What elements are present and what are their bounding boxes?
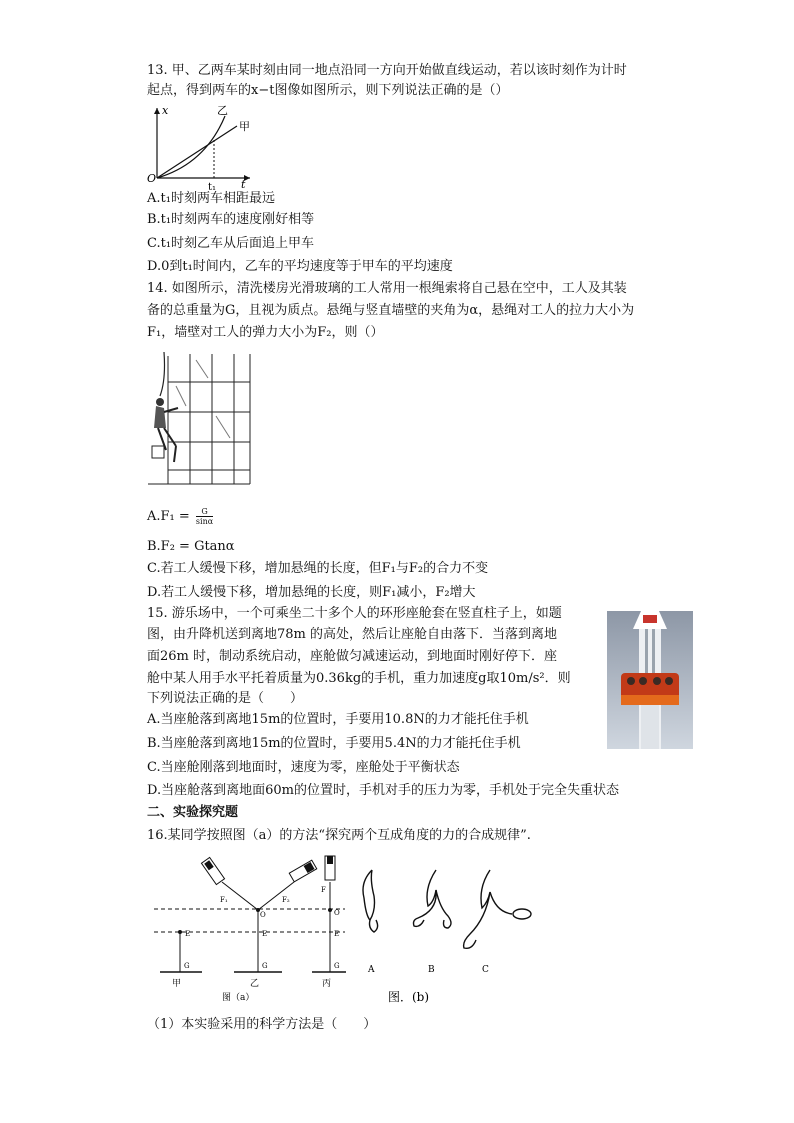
q14-option-a-prefix: A.F₁ =: [147, 509, 190, 524]
q13-option-c: C.t₁时刻乙车从后面追上甲车: [147, 236, 315, 251]
G-label-1: G: [184, 962, 190, 970]
q15-stem-line1: 15. 游乐场中，一个可乘坐二十多个人的环形座舱套在竖直柱子上，如题: [147, 606, 562, 621]
q16-subquestion-1: （1）本实验采用的科学方法是（ ）: [147, 1017, 377, 1032]
q15-option-d: D.当座舱落到离地面60m的位置时，手机对手的压力为零，手机处于完全失重状态: [147, 783, 619, 798]
q15-stem-line5: 下列说法正确的是（ ）: [147, 691, 304, 706]
G-label-2: G: [262, 962, 268, 970]
yi-curve: [157, 116, 225, 178]
fraction: [196, 507, 213, 526]
rope-loop-a: [363, 870, 375, 920]
O-label: O: [260, 911, 266, 919]
q13-xt-graph: [145, 104, 255, 193]
drop-tower-photo: [607, 611, 693, 749]
origin-label: O: [147, 172, 157, 185]
spring-scale-left: [201, 857, 224, 884]
rope-loop-c: [464, 870, 490, 948]
spring-scale-right: [289, 860, 317, 882]
label-bing: 丙: [322, 979, 332, 989]
figure-b-caption: 图．(b): [388, 990, 430, 1004]
E-label-2: E: [262, 930, 268, 938]
window-cleaner-figure: [146, 350, 254, 488]
q15-stem-line4: 舱中某人用手水平托着质量为0.36kg的手机，重力加速度g取10m/s²．则: [147, 671, 571, 686]
q15-stem-line2: 图，由升降机送到离地78m 的高处，然后让座舱自由落下．当落到离地: [147, 627, 558, 642]
q14-option-a: [147, 507, 213, 526]
q16-stem: 16.某同学按照图（a）的方法“探究两个互成角度的力的合成规律”.: [147, 828, 531, 843]
q13-option-b: B.t₁时刻两车的速度刚好相等: [147, 212, 315, 227]
jia-line: [157, 126, 237, 178]
F1-label: F₁: [220, 896, 228, 904]
F-label: F: [321, 886, 326, 894]
O-label-3: O: [334, 909, 340, 917]
q13-option-a: A.t₁时刻两车相距最远: [147, 191, 275, 206]
F2-label: F₂: [282, 896, 290, 904]
q13-stem-line2: 起点，得到两车的x−t图像如图所示，则下列说法正确的是（）: [147, 83, 509, 98]
jia-label: 甲: [239, 120, 250, 133]
q14-option-d: D.若工人缓慢下移，增加悬绳的长度，则F₁减小，F₂增大: [147, 585, 476, 600]
q14-stem-line2: 备的总重量为G，且视为质点。悬绳与竖直墙壁的夹角为α，悬绳对工人的拉力大小为: [147, 303, 635, 318]
figure-a-caption: 图（a）: [222, 993, 255, 1003]
fraction-numerator: G: [196, 507, 213, 517]
spring-scale-vertical: [325, 856, 335, 880]
q13-option-d: D.0到t₁时间内，乙车的平均速度等于甲车的平均速度: [147, 259, 453, 274]
E-label-3: E: [334, 930, 340, 938]
fraction-denominator: sinα: [195, 517, 214, 526]
q15-stem-line3: 面26m 时，制动系统启动，座舱做匀减速运动，到地面时刚好停下．座: [147, 649, 558, 664]
G-label-3: G: [334, 962, 340, 970]
label-yi: 乙: [250, 979, 260, 989]
q14-option-c: C.若工人缓慢下移，增加悬绳的长度，但F₁与F₂的合力不变: [147, 561, 489, 576]
q13-stem-line1: 13. 甲、乙两车某时刻由同一地点沿同一方向开始做直线运动，若以该时刻作为计时: [147, 63, 627, 78]
q14-option-b: B.F₂ = Gtanα: [147, 539, 235, 554]
label-A: A: [368, 965, 375, 975]
yi-label: 乙: [217, 104, 228, 117]
label-jia: 甲: [172, 979, 182, 989]
label-C: C: [482, 965, 489, 975]
rope-loop-b: [414, 870, 437, 926]
q15-option-a: A.当座舱落到离地15m的位置时，手要用10.8N的力才能托住手机: [147, 712, 529, 727]
label-B: B: [428, 965, 435, 975]
section-heading: 二、实验探究题: [147, 805, 239, 820]
t-axis-label: t: [241, 178, 246, 191]
worker-figure: [152, 398, 178, 462]
q15-option-c: C.当座舱刚落到地面时，速度为零，座舱处于平衡状态: [147, 760, 460, 775]
E-label-1: E: [185, 930, 191, 938]
figure-b: [352, 862, 542, 1008]
figure-a: [150, 852, 350, 1004]
q14-stem-line1: 14. 如图所示，清洗楼房光滑玻璃的工人常用一根绳索将自己悬在空中，工人及其装: [147, 281, 627, 296]
q14-stem-line3: F₁，墙壁对工人的弹力大小为F₂，则（）: [147, 325, 384, 340]
x-axis-label: x: [162, 104, 169, 117]
t1-label: t₁: [208, 182, 217, 193]
q15-option-b: B.当座舱落到离地15m的位置时，手要用5.4N的力才能托住手机: [147, 736, 521, 751]
